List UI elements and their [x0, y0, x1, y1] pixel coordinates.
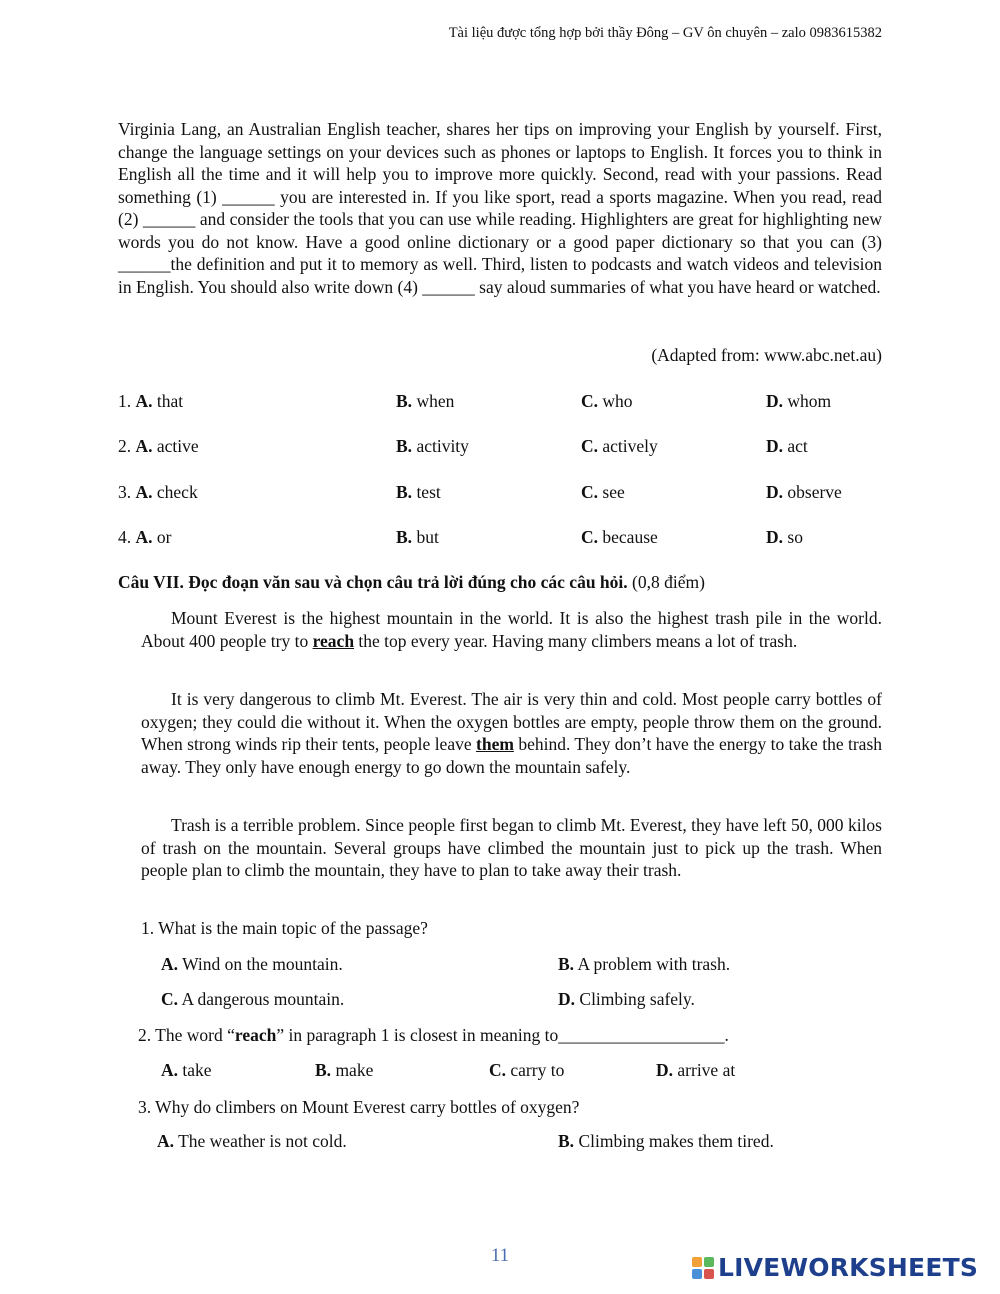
question-2-option-d[interactable]	[656, 1059, 735, 1082]
option-label: B.	[315, 1060, 332, 1080]
option-label: D.	[766, 527, 784, 547]
option-label: B.	[558, 1131, 575, 1151]
option-label: A.	[161, 954, 179, 974]
option-label: B.	[396, 482, 413, 502]
question-2-option-c[interactable]	[489, 1059, 564, 1082]
option-label: D.	[558, 989, 576, 1009]
option-label: D.	[766, 436, 784, 456]
question-number: 3.	[118, 482, 132, 502]
question-1-text: 1. What is the main topic of the passage?	[141, 918, 428, 938]
option-label: C.	[161, 989, 179, 1009]
option-d[interactable]: observe	[787, 482, 842, 502]
question-2-option-a[interactable]	[161, 1059, 212, 1082]
option-label: A.	[135, 527, 153, 547]
option-c[interactable]: actively	[602, 436, 658, 456]
question-number: 1.	[118, 391, 132, 411]
question-text: ” in paragraph 1 is closest in meaning to___________________.	[276, 1025, 729, 1045]
page-number: 11	[490, 1245, 510, 1266]
cloze-question-row	[118, 526, 882, 550]
option-label: C.	[581, 391, 599, 411]
option-a[interactable]: that	[156, 391, 184, 411]
option-b[interactable]: when	[416, 391, 455, 411]
section-points: (0,8 điểm)	[632, 572, 705, 592]
option-label: C.	[581, 436, 599, 456]
question-text: 2. The word “	[138, 1025, 235, 1045]
option-label: A.	[135, 482, 153, 502]
brand-name: LIVEWORKSHEETS	[718, 1253, 979, 1282]
paragraph-text: Mount Everest is the highest mountain in the world. It is also the highest trash pile in the world. About 400 people try to	[141, 608, 882, 651]
option-b[interactable]: test	[416, 482, 441, 502]
question-1-option-a[interactable]	[161, 953, 343, 976]
option-text: take	[182, 1060, 212, 1080]
option-text: make	[335, 1060, 374, 1080]
option-d[interactable]: act	[787, 436, 808, 456]
option-a[interactable]: check	[156, 482, 198, 502]
liveworksheets-logo[interactable]	[692, 1252, 978, 1284]
option-label: B.	[396, 527, 413, 547]
cloze-passage: Virginia Lang, an Australian English teacher, shares her tips on improving your English by yourself. First, change the language settings on your devices such as phones or laptops to English. It forces you to think in English all the time and it will help you to improve more quickly. Second, read with your passions. Read something (1) ______ you are interested in. If you like sport, read a sports magazine. When you read, read (2) ______ and consider the tools that you can use while reading. Highlighters are great for highlighting new words you do not know. Have a good online dictionary or a good paper dictionary so that you can (3) ______the definition and put it to memory as well. Third, listen to podcasts and watch videos and television in English. You should also write down (4) ______ say aloud summaries of what you have heard or watched.	[118, 119, 882, 297]
question-3-option-a[interactable]	[157, 1130, 347, 1153]
question-1-option-c[interactable]	[161, 988, 344, 1011]
question-3-text: 3. Why do climbers on Mount Everest carry bottles of oxygen?	[138, 1097, 580, 1117]
option-text: A problem with trash.	[577, 954, 731, 974]
question-keyword: reach	[234, 1025, 277, 1045]
option-text: Wind on the mountain.	[182, 954, 343, 974]
question-2-option-b[interactable]	[315, 1059, 373, 1082]
option-a[interactable]: or	[156, 527, 172, 547]
question-number: 2.	[118, 436, 132, 456]
option-text: A dangerous mountain.	[181, 989, 345, 1009]
option-label: A.	[161, 1060, 179, 1080]
option-label: D.	[656, 1060, 674, 1080]
option-text: The weather is not cold.	[178, 1131, 347, 1151]
section-heading	[118, 571, 882, 594]
option-c[interactable]: see	[602, 482, 625, 502]
cloze-question-row	[118, 435, 882, 459]
document-header: Tài liệu được tổng hợp bởi thầy Đông – GV ôn chuyên – zalo 0983615382	[448, 25, 882, 41]
option-label: B.	[396, 391, 413, 411]
option-label: A.	[135, 391, 153, 411]
option-b[interactable]: but	[416, 527, 439, 547]
option-label: D.	[766, 482, 784, 502]
option-label: D.	[766, 391, 784, 411]
question-3-option-b[interactable]	[558, 1130, 774, 1153]
question-number: 4.	[118, 527, 132, 547]
option-c[interactable]: who	[602, 391, 633, 411]
option-text: Climbing safely.	[579, 989, 695, 1009]
option-label: B.	[558, 954, 575, 974]
liveworksheets-logo-icon	[692, 1257, 714, 1279]
paragraph-text: It is very dangerous to climb Mt. Everest. The air is very thin and cold. Most people carry bottles of oxygen; they could die without it. When the oxygen bottles are empty, people throw them on the ground. When strong winds rip their tents, people leave	[141, 689, 882, 754]
reading-paragraph-2	[141, 688, 882, 778]
option-d[interactable]: whom	[787, 391, 832, 411]
question-1-option-b[interactable]	[558, 953, 730, 976]
option-b[interactable]: activity	[416, 436, 469, 456]
section-title: Câu VII. Đọc đoạn văn sau và chọn câu trả lời đúng cho các câu hỏi.	[118, 572, 628, 592]
paragraph-text: behind. They don’t have the energy to take the trash away. They only have enough energy to go down the mountain safely.	[141, 734, 883, 777]
question-2-text	[138, 1024, 729, 1047]
option-d[interactable]: so	[787, 527, 803, 547]
reading-paragraph-1	[141, 607, 882, 652]
option-text: carry to	[510, 1060, 565, 1080]
option-label: B.	[396, 436, 413, 456]
cloze-question-row	[118, 390, 882, 414]
cloze-question-row	[118, 481, 882, 505]
option-label: C.	[489, 1060, 507, 1080]
option-a[interactable]: active	[156, 436, 199, 456]
paragraph-text: the top every year. Having many climbers means a lot of trash.	[354, 630, 798, 651]
option-text: Climbing makes them tired.	[578, 1131, 774, 1151]
option-label: A.	[135, 436, 153, 456]
option-label: A.	[157, 1131, 175, 1151]
passage-source: (Adapted from: www.abc.net.au)	[651, 345, 882, 365]
option-label: C.	[581, 482, 599, 502]
keyword-reach: reach	[312, 630, 355, 651]
reading-paragraph-3: Trash is a terrible problem. Since people first began to climb Mt. Everest, they have left 50, 000 kilos of trash on the mountain. Several groups have climbed the mountain just to pick up the trash. When people plan to climb the mountain, they have to plan to take away their trash.	[141, 815, 882, 880]
option-text: arrive at	[677, 1060, 736, 1080]
option-c[interactable]: because	[602, 527, 658, 547]
keyword-them: them	[476, 734, 514, 754]
option-label: C.	[581, 527, 599, 547]
question-1-option-d[interactable]	[558, 988, 695, 1011]
